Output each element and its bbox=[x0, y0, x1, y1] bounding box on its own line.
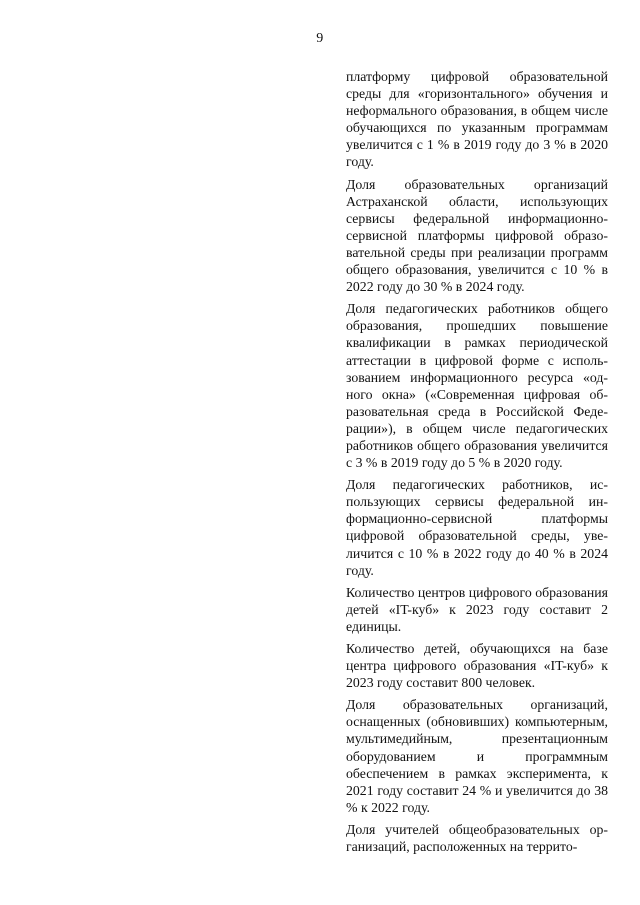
paragraph-teachers-using-services: Доля педагогических работников, использующих сервисы федеральной информационно-сервисной платформы цифровой образовательной среды, увеличится с 10 % в 2022 году до 40 % в 2024 году. bbox=[346, 477, 608, 578]
paragraph-it-cube-centers: Количество центров цифрового образования детей «IT-куб» к 2023 году составит 2 единицы. bbox=[346, 584, 608, 634]
page-number: 9 bbox=[316, 31, 324, 46]
paragraph-digital-platform-continuation: платформу цифровой образовательной среды для «горизонтального» обучения и неформального образования, в общем числе обучающихся по указанным программам увеличится с 1 % в 2019 году до 3 % в 2020 году. bbox=[346, 69, 608, 170]
text-column bbox=[346, 68, 608, 860]
paragraph-equipped-organizations: Доля образовательных организаций, оснащенных (обновивших) компьютерным, мультимедийным, презентационным оборудованием и программным обеспечением в рамках эксперимента, к 2021 году составит 24 % и увеличится до 38 % к 2022 году. bbox=[346, 697, 608, 815]
paragraph-teachers-share-truncated: Доля учителей общеобразовательных организаций, расположенных на террито- bbox=[346, 821, 608, 855]
paragraph-teachers-qualification: Доля педагогических работников общего образования, прошедших повышение квалификации в рамках периодической аттестации в цифровой форме с использованием информационного ресурса «одного окна» («Современная цифровая образовательная среда в Российской Федерации»), в общем числе педагогических работников общего образования увеличится с 3 % в 2019 году до 5 % в 2020 году. bbox=[346, 301, 608, 471]
paragraph-schools-share: Доля образовательных организаций Астраханской области, использующих сервисы федеральной информационно-сервисной платформы цифровой образовательной среды при реализации программ общего образования, увеличится с 10 % в 2022 году до 30 % в 2024 году. bbox=[346, 176, 608, 295]
paragraph-it-cube-children: Количество детей, обучающихся на базе центра цифрового образования «IT-куб» к 2023 году составит 800 человек. bbox=[346, 641, 608, 691]
